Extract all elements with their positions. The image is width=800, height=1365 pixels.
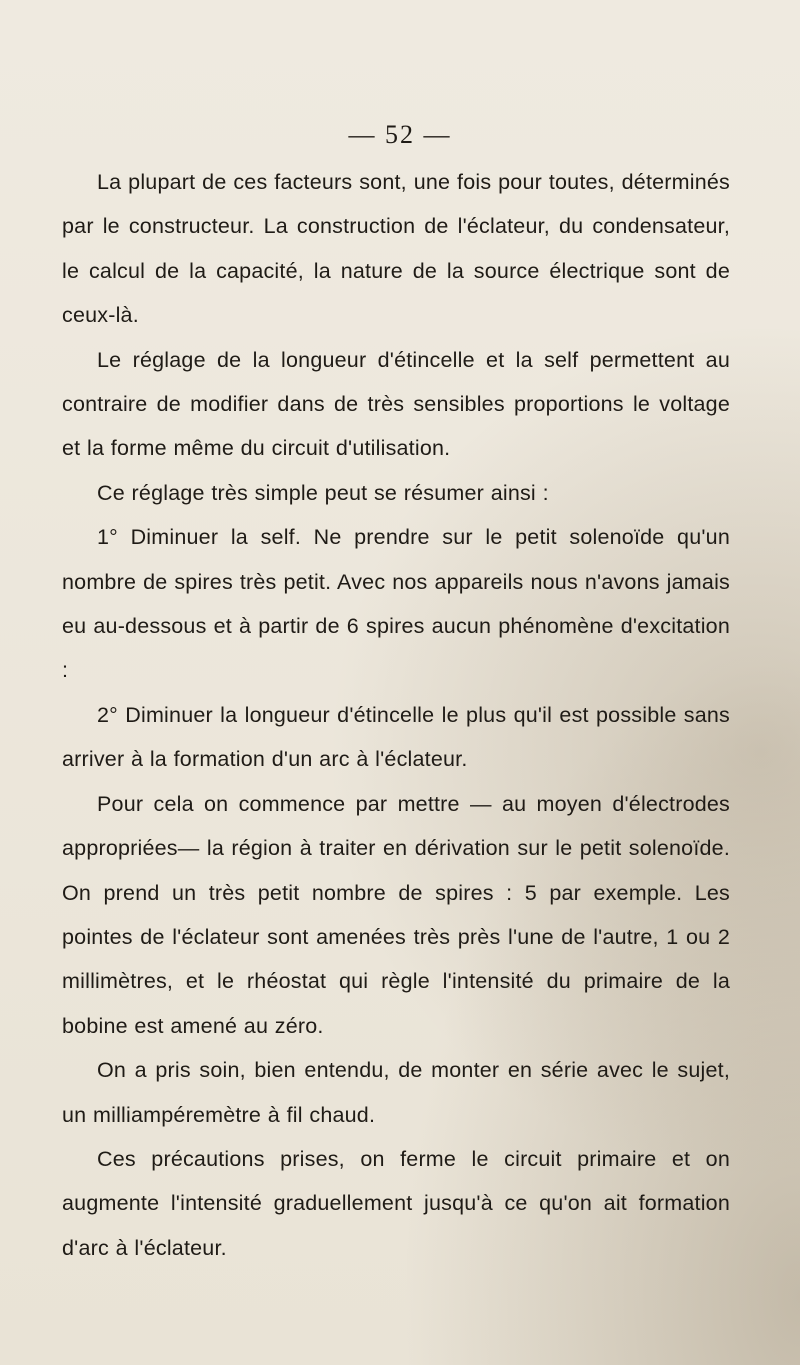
page-number: — 52 — (348, 120, 452, 149)
paragraph-3: Ce réglage très simple peut se résumer ainsi : (97, 480, 549, 505)
paragraph-5: 2° Diminuer la longueur d'étincelle le plus qu'il est possible sans arriver à la formation d'un arc à l'éclateur. (62, 702, 730, 772)
paragraph-6: Pour cela on commence par mettre — au moyen d'électrodes appropriées— la région à traiter en dérivation sur le petit solenoïde. On prend un très petit nombre de spires : 5 par exemple. Les pointes de l'éclateur sont amenées très près l'une de l'autre, 1 ou 2 millimètres, et le rhéostat qui règle l'intensité du primaire de la bobine est amené au zéro. (62, 791, 730, 1038)
paragraph-7: On a pris soin, bien entendu, de monter en série avec le sujet, un milliampéremètre à fil chaud. (62, 1058, 730, 1127)
paragraph-1: La plupart de ces facteurs sont, une fois pour toutes, déterminés par le constructeur. La construction de l'éclateur, du condensateur, le calcul de la capacité, la nature de la source électrique sont de ceux-là. (62, 170, 730, 328)
body-text (62, 160, 730, 1270)
paragraph-2: Le réglage de la longueur d'étincelle et la self permettent au contraire de modifier dans de très sensibles proportions le voltage et la forme même du circuit d'utilisation. (62, 347, 730, 461)
paragraph-4: 1° Diminuer la self. Ne prendre sur le petit solenoïde qu'un nombre de spires très petit. Avec nos appareils nous n'avons jamais eu au-dessous et à partir de 6 spires aucun phénomène d'excitation : (62, 525, 730, 683)
paragraph-8: Ces précautions prises, on ferme le circuit primaire et on augmente l'intensité graduellement jusqu'à ce qu'on ait formation d'arc à l'éclateur. (62, 1146, 730, 1260)
